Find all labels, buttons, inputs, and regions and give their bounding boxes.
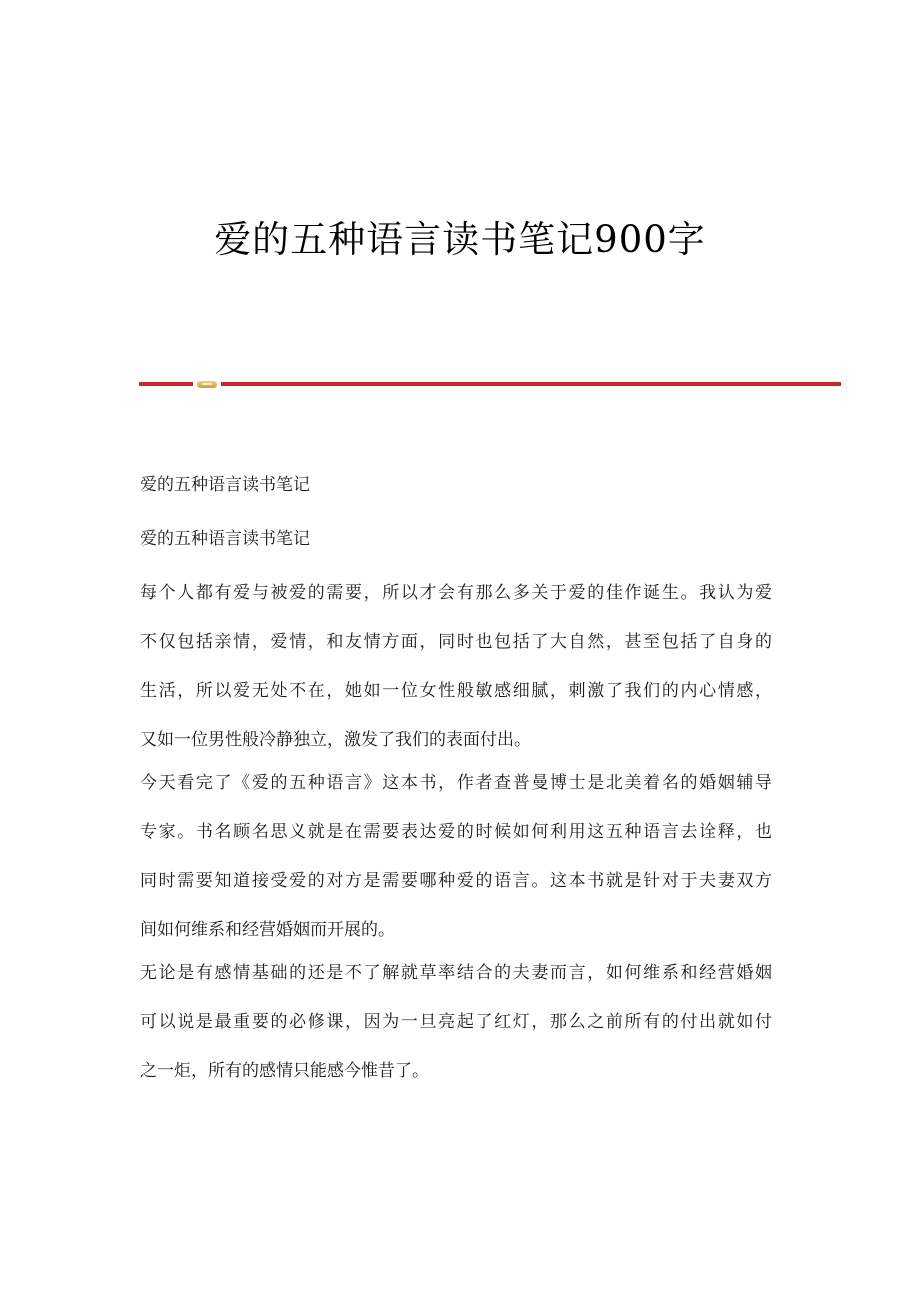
title-divider [139,380,841,390]
paragraph-1 [140,578,772,755]
divider-ornament-icon [197,381,217,388]
paragraph-line: 生活，所以爱无处不在，她如一位女性般敏感细腻，刺激了我们的内心情感， [140,681,772,701]
paragraph-line: 每个人都有爱与被爱的需要，所以才会有那么多关于爱的佳作诞生。我认为爱 [140,583,772,603]
divider-line-left [139,382,193,386]
paragraph-line: 不仅包括亲情，爱情，和友情方面，同时也包括了大自然，甚至包括了自身的 [140,632,772,652]
document-body [140,470,772,1099]
paragraph-line: 同时需要知道接受爱的对方是需要哪种爱的语言。这本书就是针对于夫妻双方 [140,871,772,891]
divider-line-right [221,382,841,386]
paragraph-line: 之一炬，所有的感情只能感今惟昔了。 [140,1061,429,1081]
paragraph-3 [140,958,772,1086]
paragraph-line: 无论是有感情基础的还是不了解就草率结合的夫妻而言，如何维系和经营婚姻 [140,963,772,983]
document-title: 爱的五种语言读书笔记900字 [214,218,706,261]
section-subheading: 爱的五种语言读书笔记 [140,529,310,549]
paragraph-line: 今天看完了《爱的五种语言》这本书，作者查普曼博士是北美着名的婚姻辅导 [140,773,772,793]
paragraph-line: 间如何维系和经营婚姻而开展的。 [140,920,395,940]
paragraph-line: 专家。书名顾名思义就是在需要表达爱的时候如何利用这五种语言去诠释，也 [140,822,772,842]
paragraph-line: 可以说是最重要的必修课，因为一旦亮起了红灯，那么之前所有的付出就如付 [140,1012,772,1032]
paragraph-line: 又如一位男性般冷静独立，激发了我们的表面付出。 [140,730,531,750]
paragraph-2 [140,768,772,945]
section-heading: 爱的五种语言读书笔记 [140,475,310,495]
